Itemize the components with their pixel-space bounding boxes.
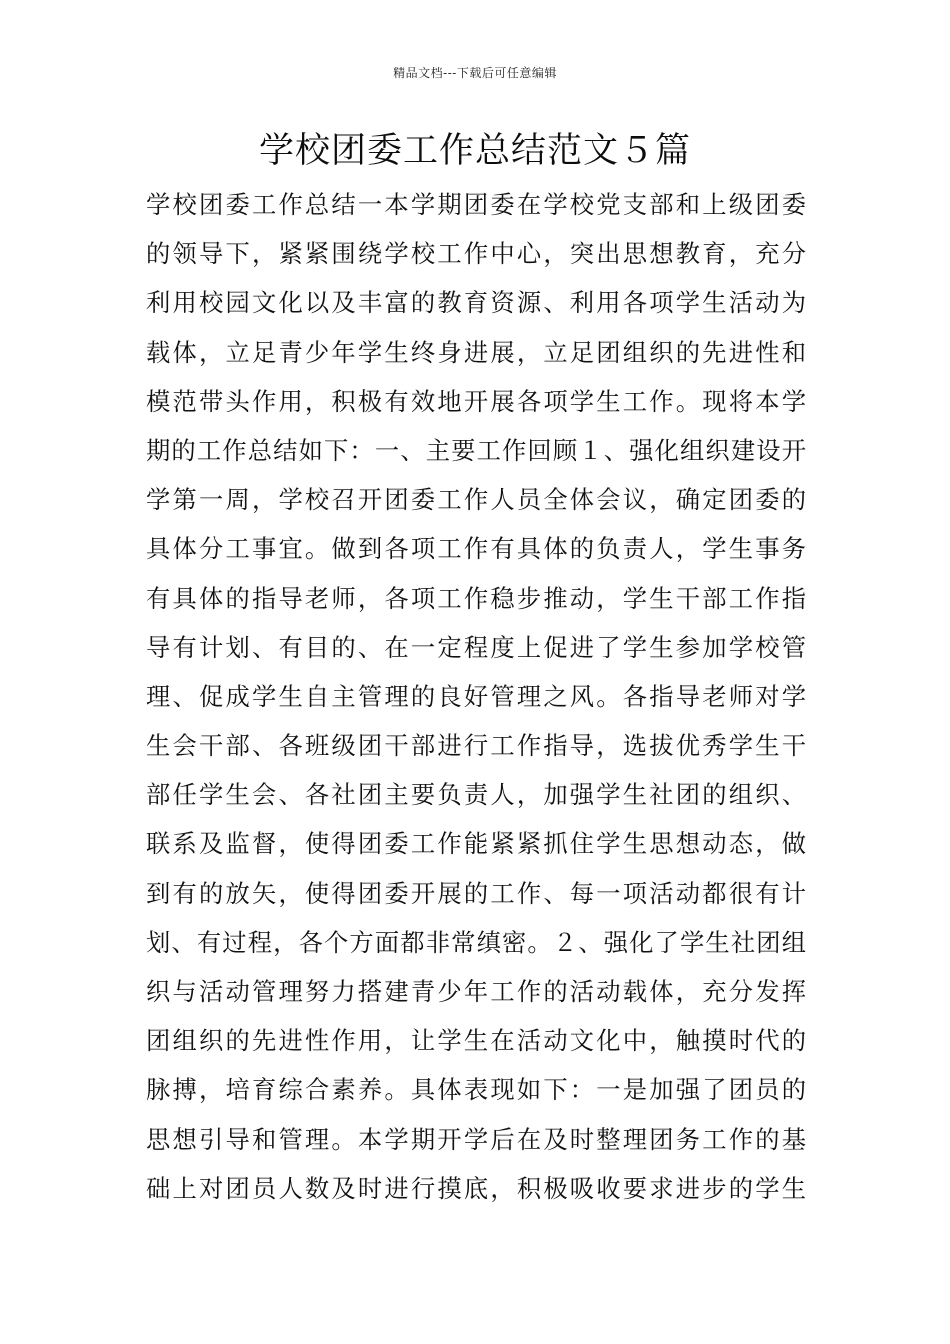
body-line: 部任学生会、各社团主要负责人，加强学生社团的组织、 — [146, 780, 806, 810]
body-line: 联系及监督，使得团委工作能紧紧抓住学生思想动态，做 — [146, 829, 806, 859]
body-line: 有具体的指导老师，各项工作稳步推动，学生干部工作指 — [146, 583, 806, 613]
header-note: 精品文档---下载后可任意编辑 — [393, 66, 557, 80]
body-line: 团组织的先进性作用，让学生在活动文化中，触摸时代的 — [146, 1026, 806, 1056]
body-line: 脉搏，培育综合素养。具体表现如下：一是加强了团员的 — [146, 1075, 806, 1105]
body-line: 学第一周，学校召开团委工作人员全体会议，确定团委的 — [146, 485, 806, 515]
body-line: 的领导下，紧紧围绕学校工作中心，突出思想教育，充分 — [146, 239, 806, 269]
body-line: 理、促成学生自主管理的良好管理之风。各指导老师对学 — [146, 681, 806, 711]
body-line: 生会干部、各班级团干部进行工作指导，选拔优秀学生干 — [146, 731, 806, 761]
body-line: 利用校园文化以及丰富的教育资源、利用各项学生活动为 — [146, 288, 806, 318]
body-line: 到有的放矢，使得团委开展的工作、每一项活动都很有计 — [146, 878, 806, 908]
body-line: 思想引导和管理。本学期开学后在及时整理团务工作的基 — [146, 1124, 806, 1154]
body-line: 学校团委工作总结一本学期团委在学校党支部和上级团委 — [146, 190, 806, 219]
body-line: 础上对团员人数及时进行摸底，积极吸收要求进步的学生 — [146, 1173, 806, 1203]
body-line: 划、有过程，各个方面都非常缜密。２、强化了学生社团组 — [146, 927, 806, 957]
body-line: 期的工作总结如下：一、主要工作回顾１、强化组织建设开 — [146, 435, 806, 465]
body-text — [146, 180, 806, 1213]
body-line: 具体分工事宜。做到各项工作有具体的负责人，学生事务 — [146, 534, 806, 564]
document-title: 学校团委工作总结范文５篇 — [258, 131, 691, 171]
body-line: 织与活动管理努力搭建青少年工作的活动载体，充分发挥 — [146, 977, 806, 1006]
body-line: 模范带头作用，积极有效地开展各项学生工作。现将本学 — [146, 386, 806, 416]
body-line: 载体，立足青少年学生终身进展，立足团组织的先进性和 — [146, 337, 806, 367]
body-line: 导有计划、有目的、在一定程度上促进了学生参加学校管 — [146, 632, 806, 662]
